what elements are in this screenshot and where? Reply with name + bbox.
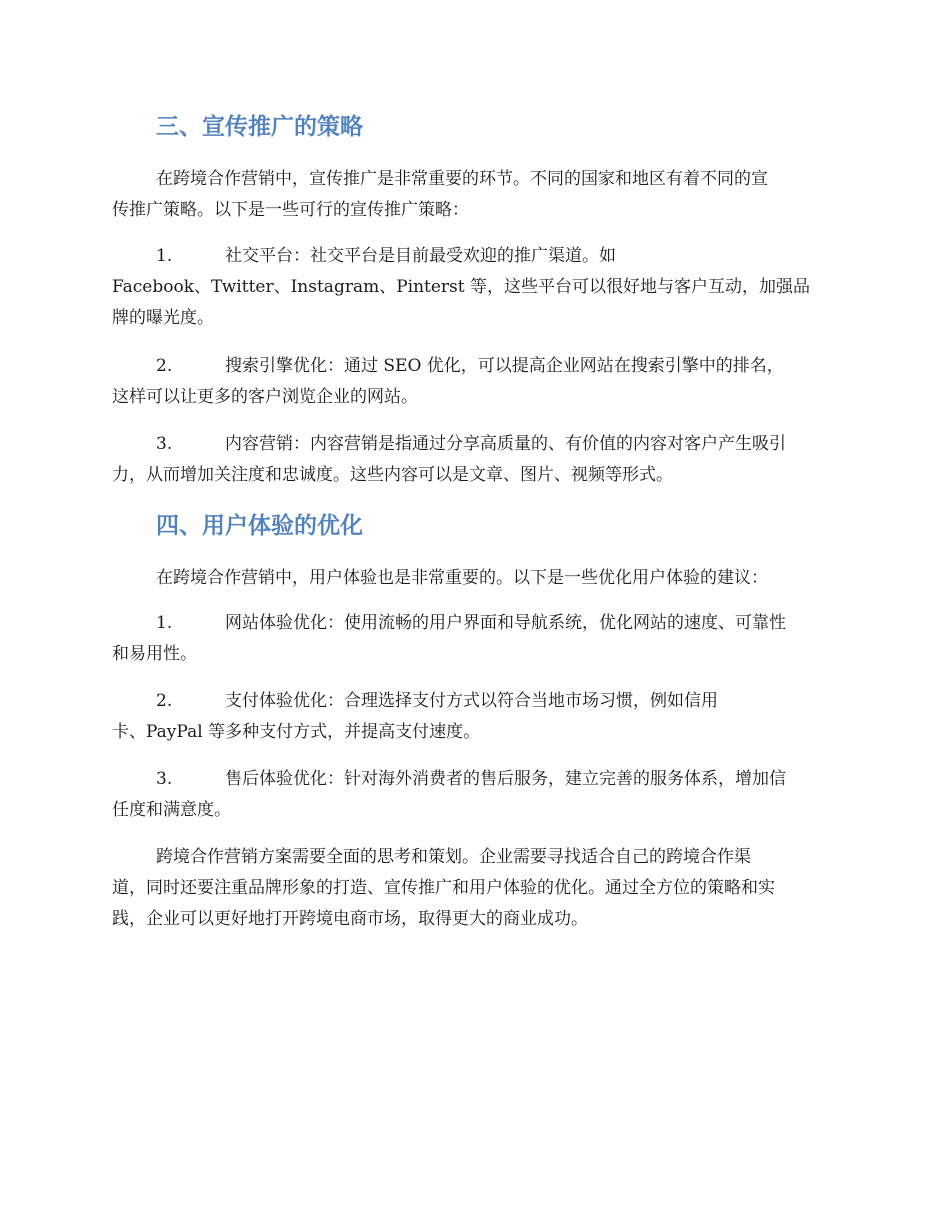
conclusion-paragraph xyxy=(112,842,840,935)
section4-item-3 xyxy=(112,764,840,826)
item-text: 内容营销：内容营销是指通过分享高质量的、有价值的内容对客户产生吸引 xyxy=(225,434,786,454)
conclusion-line1: 跨境合作营销方案需要全面的思考和策划。企业需要寻找适合自己的跨境合作渠 xyxy=(156,847,751,867)
item-text: 和易用性。 xyxy=(112,644,197,664)
item-text: 牌的曝光度。 xyxy=(112,308,214,328)
section3-intro-line2: 传推广策略。以下是一些可行的宣传推广策略： xyxy=(112,200,469,220)
section4-intro-line1: 在跨境合作营销中，用户体验也是非常重要的。以下是一些优化用户体验的建议： xyxy=(156,568,768,588)
item-text: 社交平台：社交平台是目前最受欢迎的推广渠道。如 xyxy=(225,246,616,266)
section4-item-1 xyxy=(112,608,840,670)
item-text: 支付体验优化：合理选择支付方式以符合当地市场习惯，例如信用 xyxy=(225,691,718,711)
section4-item-2 xyxy=(112,686,840,748)
item-text: 卡、PayPal 等多种支付方式，并提高支付速度。 xyxy=(112,722,481,742)
section4-intro xyxy=(112,563,840,594)
item-number: 3. xyxy=(156,769,173,789)
item-text: 网站体验优化：使用流畅的用户界面和导航系统，优化网站的速度、可靠性 xyxy=(225,613,786,633)
item-text: 搜索引擎优化：通过 SEO 优化，可以提高企业网站在搜索引擎中的排名， xyxy=(225,356,784,376)
conclusion-line2: 道，同时还要注重品牌形象的打造、宣传推广和用户体验的优化。通过全方位的策略和实 xyxy=(112,878,775,898)
section3-heading: 三、宣传推广的策略 xyxy=(156,114,363,140)
section3-intro-line1: 在跨境合作营销中，宣传推广是非常重要的环节。不同的国家和地区有着不同的宣 xyxy=(156,169,768,189)
item-text: 这样可以让更多的客户浏览企业的网站。 xyxy=(112,387,418,407)
item-number: 3. xyxy=(156,434,173,454)
item-text: 任度和满意度。 xyxy=(112,800,231,820)
section3-intro xyxy=(112,164,840,226)
item-text: Facebook、Twitter、Instagram、Pinterst 等，这些平台可以很好地与客户互动，加强品 xyxy=(112,277,811,297)
item-number: 1. xyxy=(156,246,173,266)
conclusion-line3: 践，企业可以更好地打开跨境电商市场，取得更大的商业成功。 xyxy=(112,909,588,929)
section4-heading: 四、用户体验的优化 xyxy=(156,513,363,539)
item-number: 2. xyxy=(156,356,173,376)
section3-item-1 xyxy=(112,241,840,334)
section3-item-2 xyxy=(112,351,840,413)
item-number: 2. xyxy=(156,691,173,711)
section3-item-3 xyxy=(112,429,840,491)
item-text: 售后体验优化：针对海外消费者的售后服务，建立完善的服务体系，增加信 xyxy=(225,769,786,789)
item-number: 1. xyxy=(156,613,173,633)
item-text: 力，从而增加关注度和忠诚度。这些内容可以是文章、图片、视频等形式。 xyxy=(112,465,673,485)
